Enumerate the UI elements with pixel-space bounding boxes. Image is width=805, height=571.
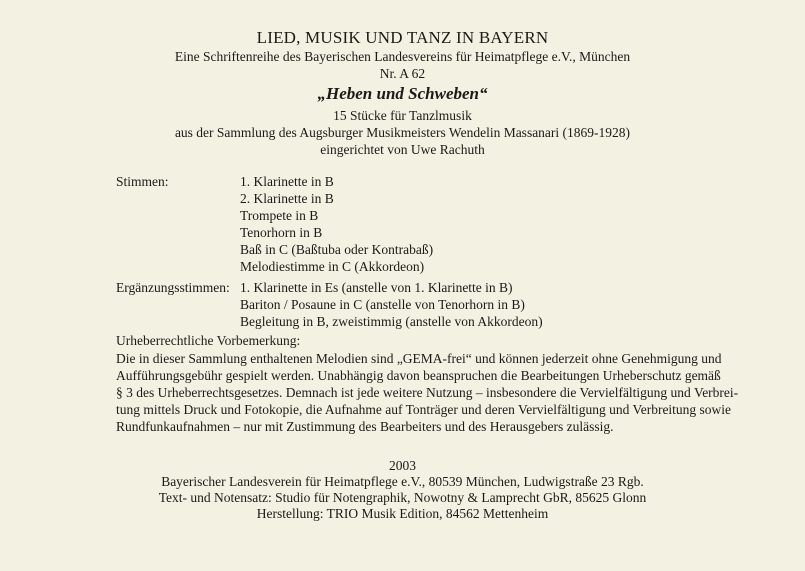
voices-label: Stimmen: — [116, 174, 169, 189]
supplementary-item: 1. Klarinette in Es (anstelle von 1. Klarinette in B) — [240, 280, 513, 295]
work-subtitle-line: aus der Sammlung des Augsburger Musikmeisters Wendelin Massanari (1869-1928) — [174, 125, 631, 140]
supplementary-label: Ergänzungsstimmen: — [116, 280, 230, 295]
typesetting-line: Text- und Notensatz: Studio für Notengraphik, Nowotny & Lamprecht GbR, 85625 Glonn — [158, 490, 647, 505]
voice-item: Melodiestimme in C (Akkordeon) — [240, 259, 425, 274]
copyright-line: Die in dieser Sammlung enthaltenen Melodien sind „GEMA-frei“ und können jederzeit ohne Genehmigung und — [116, 351, 722, 366]
supplementary-item: Begleitung in B, zweistimmig (anstelle von Akkordeon) — [240, 314, 543, 329]
series-title: LIED, MUSIK UND TANZ IN BAYERN — [256, 28, 549, 47]
copyright-line: tung mittels Druck und Fotokopie, die Aufnahme auf Tonträger und deren Vervielfältigung und Verbreitung sowie — [116, 402, 732, 417]
series-number: Nr. A 62 — [379, 66, 426, 81]
supplementary-item: Bariton / Posaune in C (anstelle von Tenorhorn in B) — [240, 297, 525, 312]
copyright-line: § 3 des Urheberrechtsgesetzes. Demnach ist jede weitere Nutzung – insbesondere die Vervielfältigung und Verbrei- — [116, 385, 739, 400]
copyright-line: Aufführungsgebühr gespielt werden. Unabhängig davon beanspruchen die Bearbeitungen Urheberschutz gemäß — [116, 368, 721, 383]
copyright-paragraph — [116, 350, 739, 435]
publisher-line: Bayerischer Landesverein für Heimatpflege e.V., 80539 München, Ludwigstraße 23 Rgb. — [161, 474, 644, 489]
copyright-heading: Urheberrechtliche Vorbemerkung: — [116, 333, 301, 348]
work-title: „Heben und Schweben“ — [317, 84, 488, 103]
voice-item: Baß in C (Baßtuba oder Kontrabaß) — [240, 242, 434, 257]
series-subtitle: Eine Schriftenreihe des Bayerischen Landesvereins für Heimatpflege e.V., München — [174, 49, 631, 64]
voice-item: 2. Klarinette in B — [240, 191, 334, 206]
publication-year: 2003 — [389, 458, 416, 473]
voice-item: Tenorhorn in B — [240, 225, 323, 240]
production-line: Herstellung: TRIO Musik Edition, 84562 Mettenheim — [256, 506, 549, 521]
work-subtitle-line: eingerichtet von Uwe Rachuth — [320, 142, 485, 157]
voice-item: 1. Klarinette in B — [240, 174, 334, 189]
voice-item: Trompete in B — [240, 208, 319, 223]
copyright-line: Rundfunkaufnahmen – nur mit Zustimmung des Bearbeiters und des Herausgebers zulässig. — [116, 419, 614, 434]
work-subtitle-line: 15 Stücke für Tanzlmusik — [333, 108, 472, 123]
